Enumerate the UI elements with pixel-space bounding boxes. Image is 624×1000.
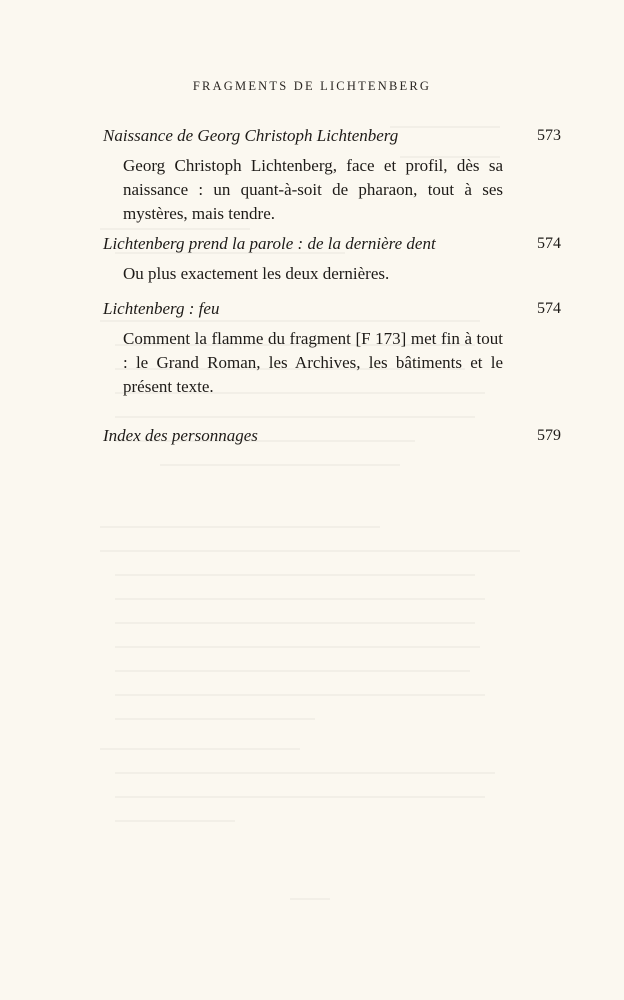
toc-entry-page-number: 573: [537, 127, 561, 144]
toc-entry-page-number: 579: [537, 427, 561, 444]
summary-text-start: Comment la flamme du fragment: [123, 329, 356, 348]
toc-entry: [103, 232, 561, 286]
toc-entry-summary: [123, 327, 503, 399]
summary-text-end: met fin à tout : le Grand Roman, les Archives, les bâtiments et le présent texte.: [123, 329, 504, 396]
toc-entry: [103, 424, 561, 448]
toc-entry-header: [103, 297, 561, 321]
toc-entry-title: Lichtenberg : feu: [103, 299, 220, 318]
fragment-reference: [F 173]: [355, 329, 407, 348]
toc-entry: [103, 124, 561, 226]
toc-entry-header: [103, 424, 561, 448]
toc-entry: [103, 297, 561, 399]
toc-entry-summary: Ou plus exactement les deux dernières.: [123, 264, 390, 283]
toc-entry-header: [103, 232, 561, 256]
toc-entry-page-number: 574: [537, 235, 561, 252]
toc-entry-title: Index des personnages: [103, 426, 258, 445]
toc-entry-summary: Georg Christoph Lichtenberg, face et profil, dès sa naissance : un quant-à-soit de pharaon, tout à ses mystères, mais tendre.: [123, 156, 503, 223]
toc-entry-title: Lichtenberg prend la parole : de la dernière dent: [103, 234, 436, 253]
toc-entry-header: [103, 124, 561, 148]
running-head: FRAGMENTS DE LICHTENBERG: [192, 79, 432, 93]
toc-entry-page-number: 574: [537, 300, 561, 317]
toc-entry-title: Naissance de Georg Christoph Lichtenberg: [103, 126, 399, 145]
